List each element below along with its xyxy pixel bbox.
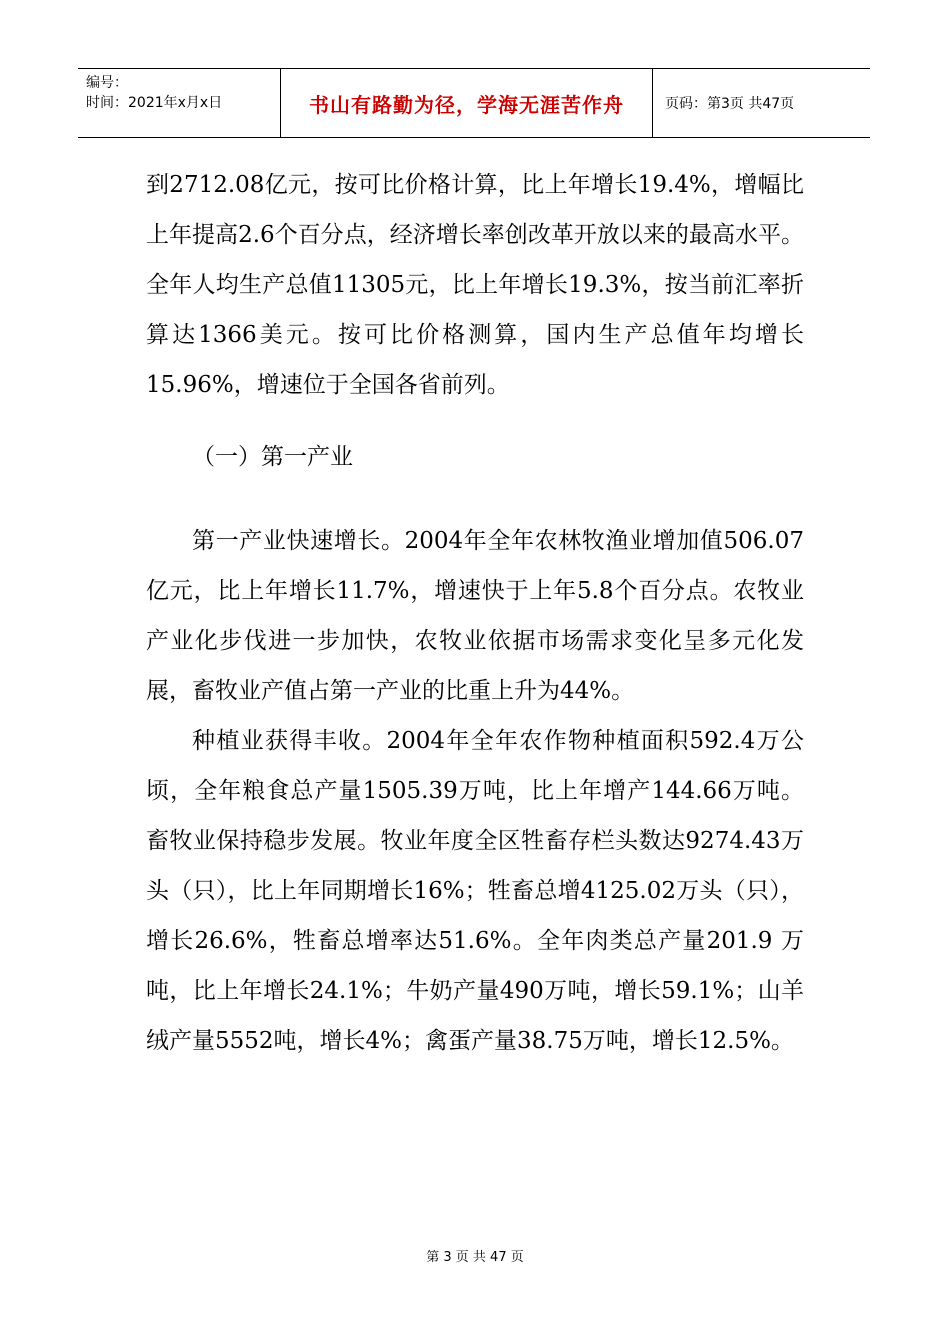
document-time-label: 时间：2021年x月x日 <box>86 95 223 111</box>
spacer <box>146 482 804 516</box>
spacer <box>146 410 804 432</box>
page-footer: 第 3 页 共 47 页 <box>426 1250 524 1265</box>
document-number-label: 编号： <box>86 75 128 91</box>
header-motto: 书山有路勤为径，学海无涯苦作舟 <box>281 69 653 137</box>
paragraph-gdp-summary: 到2712.08亿元，按可比价格计算，比上年增长19.4%，增幅比上年提高2.6个百分点，经济增长率创改革开放以来的最高水平。全年人均生产总值11305元，比上年增长19.3%，按当前汇率折算达1366美元。按可比价格测算，国内生产总值年均增长15.96%，增速位于全国各省前列。 <box>146 172 804 398</box>
page-header <box>78 68 870 138</box>
paragraph-primary-industry: 第一产业快速增长。2004年全年农林牧渔业增加值506.07亿元，比上年增长11.7%，增速快于上年5.8个百分点。农牧业产业化步伐进一步加快，农牧业依据市场需求变化呈多元化发展，畜牧业产值占第一产业的比重上升为44%。 <box>146 528 804 704</box>
header-meta <box>78 69 281 137</box>
document-body <box>146 160 804 1066</box>
header-page-info: 页码：第3页 共47页 <box>665 96 795 112</box>
section-heading-primary-industry: （一）第一产业 <box>192 444 353 470</box>
paragraph-agriculture-livestock: 种植业获得丰收。2004年全年农作物种植面积592.4万公顷，全年粮食总产量1505.39万吨，比上年增产144.66万吨。畜牧业保持稳步发展。牧业年度全区牲畜存栏头数达9274.43万头（只），比上年同期增长16%；牲畜总增4125.02万头（只），增长26.6%，牲畜总增率达51.6%。全年肉类总产量201.9 万吨，比上年增长24.1%；牛奶产量490万吨，增长59.1%；山羊绒产量5552吨，增长4%；禽蛋产量38.75万吨，增长12.5%。 <box>146 728 804 1054</box>
